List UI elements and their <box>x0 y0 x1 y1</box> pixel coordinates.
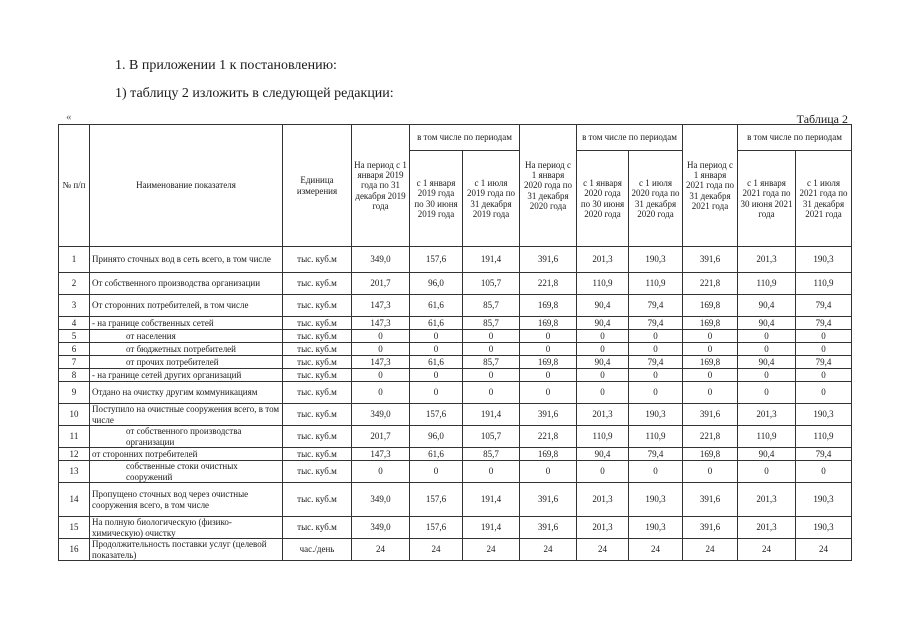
row-value: 79,4 <box>796 448 852 461</box>
header-period-2021: На период с 1 января 2021 года по 31 декабря 2021 года <box>683 125 738 247</box>
row-value: 0 <box>683 343 738 356</box>
row-name: - на границе собственных сетей <box>90 317 283 330</box>
header-h1-2019: с 1 января 2019 года по 30 июня 2019 года <box>410 151 463 247</box>
header-h1-2020: с 1 января 2020 года по 30 июня 2020 года <box>577 151 629 247</box>
table-row <box>59 343 852 356</box>
row-value: 110,9 <box>738 273 796 295</box>
row-value: 110,9 <box>577 273 629 295</box>
row-value: 0 <box>683 461 738 483</box>
row-value: 0 <box>683 330 738 343</box>
header-unit: Единица измерения <box>283 125 352 247</box>
row-name: Отдано на очистку другим коммуникациям <box>90 382 283 404</box>
row-value: 0 <box>629 382 683 404</box>
row-value: 0 <box>352 382 410 404</box>
row-value: 0 <box>738 369 796 382</box>
row-value: 190,3 <box>629 483 683 517</box>
row-unit: тыс. куб.м <box>283 317 352 330</box>
row-value: 0 <box>796 343 852 356</box>
row-value: 157,6 <box>410 404 463 426</box>
row-value: 79,4 <box>796 295 852 317</box>
row-value: 169,8 <box>520 295 577 317</box>
row-value: 169,8 <box>520 448 577 461</box>
row-value: 0 <box>463 461 520 483</box>
row-number: 5 <box>59 330 90 343</box>
row-number: 11 <box>59 426 90 448</box>
row-value: 24 <box>577 539 629 561</box>
row-number: 7 <box>59 356 90 369</box>
row-value: 96,0 <box>410 426 463 448</box>
row-value: 0 <box>410 382 463 404</box>
row-value: 0 <box>463 382 520 404</box>
table-row <box>59 517 852 539</box>
table-row <box>59 426 852 448</box>
row-value: 147,3 <box>352 295 410 317</box>
row-value: 221,8 <box>683 426 738 448</box>
row-value: 90,4 <box>577 356 629 369</box>
row-name: Принято сточных вод в сеть всего, в том числе <box>90 247 283 273</box>
header-num: № п/п <box>59 125 90 247</box>
row-value: 85,7 <box>463 448 520 461</box>
table-row <box>59 461 852 483</box>
row-unit: тыс. куб.м <box>283 382 352 404</box>
header-h1-2021: с 1 января 2021 года по 30 июня 2021 года <box>738 151 796 247</box>
row-value: 190,3 <box>796 517 852 539</box>
row-value: 0 <box>796 330 852 343</box>
row-value: 110,9 <box>796 273 852 295</box>
table-row <box>59 369 852 382</box>
row-value: 190,3 <box>629 517 683 539</box>
header-h2-2020: с 1 июля 2020 года по 31 декабря 2020 года <box>629 151 683 247</box>
row-value: 0 <box>410 343 463 356</box>
intro-line-1: 1. В приложении 1 к постановлению: <box>115 58 337 73</box>
row-value: 0 <box>352 461 410 483</box>
row-value: 0 <box>683 369 738 382</box>
row-value: 190,3 <box>796 404 852 426</box>
table-body <box>59 247 852 561</box>
row-value: 221,8 <box>520 426 577 448</box>
row-number: 1 <box>59 247 90 273</box>
row-value: 0 <box>738 461 796 483</box>
row-value: 190,3 <box>796 483 852 517</box>
row-unit: тыс. куб.м <box>283 343 352 356</box>
row-unit: тыс. куб.м <box>283 448 352 461</box>
row-number: 16 <box>59 539 90 561</box>
row-value: 90,4 <box>738 448 796 461</box>
header-h2-2021: с 1 июля 2021 года по 31 декабря 2021 года <box>796 151 852 247</box>
row-value: 0 <box>463 330 520 343</box>
row-value: 0 <box>738 330 796 343</box>
row-number: 9 <box>59 382 90 404</box>
row-value: 0 <box>796 369 852 382</box>
row-value: 105,7 <box>463 273 520 295</box>
row-value: 24 <box>796 539 852 561</box>
row-name: от бюджетных потребителей <box>90 343 283 356</box>
row-value: 90,4 <box>738 295 796 317</box>
row-value: 157,6 <box>410 247 463 273</box>
row-value: 0 <box>577 461 629 483</box>
row-name: от населения <box>90 330 283 343</box>
row-number: 14 <box>59 483 90 517</box>
header-period-2020: На период с 1 января 2020 года по 31 декабря 2020 года <box>520 125 577 247</box>
row-number: 13 <box>59 461 90 483</box>
row-value: 0 <box>410 461 463 483</box>
row-value: 349,0 <box>352 517 410 539</box>
row-unit: час./день <box>283 539 352 561</box>
row-value: 191,4 <box>463 404 520 426</box>
row-unit: тыс. куб.м <box>283 356 352 369</box>
row-value: 169,8 <box>683 356 738 369</box>
row-value: 0 <box>463 343 520 356</box>
table-header <box>59 125 852 247</box>
row-value: 0 <box>796 382 852 404</box>
table-row <box>59 539 852 561</box>
row-unit: тыс. куб.м <box>283 404 352 426</box>
row-unit: тыс. куб.м <box>283 295 352 317</box>
row-name: собственные стоки очистных сооружений <box>90 461 283 483</box>
table-name: Таблица 2 <box>796 112 848 126</box>
row-value: 169,8 <box>683 448 738 461</box>
row-unit: тыс. куб.м <box>283 517 352 539</box>
row-value: 147,3 <box>352 317 410 330</box>
row-unit: тыс. куб.м <box>283 426 352 448</box>
row-name: Поступило на очистные сооружения всего, в том числе <box>90 404 283 426</box>
row-value: 24 <box>463 539 520 561</box>
row-value: 0 <box>352 343 410 356</box>
row-value: 169,8 <box>520 317 577 330</box>
row-value: 349,0 <box>352 483 410 517</box>
header-subperiods-2021: в том числе по периодам <box>738 125 852 151</box>
row-value: 0 <box>520 343 577 356</box>
row-name: От собственного производства организации <box>90 273 283 295</box>
row-number: 8 <box>59 369 90 382</box>
row-value: 0 <box>738 343 796 356</box>
row-value: 391,6 <box>683 483 738 517</box>
row-value: 24 <box>738 539 796 561</box>
row-value: 90,4 <box>738 356 796 369</box>
row-value: 24 <box>683 539 738 561</box>
row-unit: тыс. куб.м <box>283 330 352 343</box>
header-h2-2019: с 1 июля 2019 года по 31 декабря 2019 года <box>463 151 520 247</box>
row-value: 85,7 <box>463 295 520 317</box>
row-value: 201,3 <box>577 247 629 273</box>
row-value: 190,3 <box>796 247 852 273</box>
intro-line-2: 1) таблицу 2 изложить в следующей редакции: <box>115 86 394 101</box>
row-unit: тыс. куб.м <box>283 369 352 382</box>
row-value: 221,8 <box>520 273 577 295</box>
header-subperiods-2020: в том числе по периодам <box>577 125 683 151</box>
row-value: 349,0 <box>352 404 410 426</box>
row-value: 391,6 <box>520 247 577 273</box>
row-value: 157,6 <box>410 517 463 539</box>
row-value: 61,6 <box>410 356 463 369</box>
row-value: 90,4 <box>577 448 629 461</box>
row-value: 61,6 <box>410 448 463 461</box>
row-name: от сторонних потребителей <box>90 448 283 461</box>
row-value: 0 <box>577 343 629 356</box>
row-number: 4 <box>59 317 90 330</box>
row-value: 110,9 <box>577 426 629 448</box>
row-value: 190,3 <box>629 247 683 273</box>
row-value: 0 <box>352 369 410 382</box>
row-value: 0 <box>629 461 683 483</box>
row-name: Продолжительность поставки услуг (целевой показатель) <box>90 539 283 561</box>
row-value: 201,3 <box>577 517 629 539</box>
row-value: 190,3 <box>629 404 683 426</box>
row-value: 391,6 <box>520 404 577 426</box>
row-value: 201,3 <box>738 247 796 273</box>
row-value: 0 <box>577 382 629 404</box>
row-value: 391,6 <box>683 517 738 539</box>
row-value: 391,6 <box>683 247 738 273</box>
row-value: 147,3 <box>352 356 410 369</box>
row-value: 201,3 <box>738 517 796 539</box>
row-value: 0 <box>463 369 520 382</box>
row-value: 24 <box>410 539 463 561</box>
row-value: 24 <box>520 539 577 561</box>
row-value: 391,6 <box>520 517 577 539</box>
row-value: 90,4 <box>577 317 629 330</box>
row-value: 61,6 <box>410 317 463 330</box>
opening-quote: « <box>66 111 72 123</box>
row-value: 201,7 <box>352 426 410 448</box>
row-value: 0 <box>629 369 683 382</box>
table-row <box>59 382 852 404</box>
row-value: 96,0 <box>410 273 463 295</box>
row-value: 0 <box>352 330 410 343</box>
row-value: 110,9 <box>796 426 852 448</box>
row-number: 10 <box>59 404 90 426</box>
row-number: 12 <box>59 448 90 461</box>
row-number: 6 <box>59 343 90 356</box>
table-row <box>59 404 852 426</box>
table-row <box>59 247 852 273</box>
row-value: 105,7 <box>463 426 520 448</box>
row-value: 79,4 <box>629 448 683 461</box>
row-value: 201,3 <box>738 404 796 426</box>
row-value: 0 <box>520 461 577 483</box>
row-value: 157,6 <box>410 483 463 517</box>
row-unit: тыс. куб.м <box>283 483 352 517</box>
row-value: 110,9 <box>629 273 683 295</box>
row-value: 201,3 <box>577 483 629 517</box>
row-value: 0 <box>683 382 738 404</box>
row-value: 85,7 <box>463 356 520 369</box>
row-value: 349,0 <box>352 247 410 273</box>
table-row <box>59 330 852 343</box>
row-unit: тыс. куб.м <box>283 273 352 295</box>
row-value: 110,9 <box>738 426 796 448</box>
row-value: 79,4 <box>796 356 852 369</box>
row-value: 391,6 <box>683 404 738 426</box>
row-value: 79,4 <box>629 356 683 369</box>
row-value: 201,3 <box>577 404 629 426</box>
row-name: От сторонних потребителей, в том числе <box>90 295 283 317</box>
row-value: 191,4 <box>463 247 520 273</box>
row-value: 24 <box>629 539 683 561</box>
row-value: 0 <box>520 330 577 343</box>
row-value: 90,4 <box>738 317 796 330</box>
row-unit: тыс. куб.м <box>283 247 352 273</box>
row-value: 221,8 <box>683 273 738 295</box>
row-value: 169,8 <box>520 356 577 369</box>
row-unit: тыс. куб.м <box>283 461 352 483</box>
table-row <box>59 483 852 517</box>
header-period-2019: На период с 1 января 2019 года по 31 декабря 2019 года <box>352 125 410 247</box>
data-table <box>58 124 852 561</box>
row-value: 191,4 <box>463 517 520 539</box>
table-row <box>59 448 852 461</box>
row-value: 0 <box>410 330 463 343</box>
table-row <box>59 356 852 369</box>
table-row <box>59 295 852 317</box>
row-number: 2 <box>59 273 90 295</box>
row-value: 0 <box>577 330 629 343</box>
row-value: 0 <box>796 461 852 483</box>
row-value: 391,6 <box>520 483 577 517</box>
row-number: 3 <box>59 295 90 317</box>
row-value: 79,4 <box>629 317 683 330</box>
row-number: 15 <box>59 517 90 539</box>
row-value: 0 <box>410 369 463 382</box>
row-value: 110,9 <box>629 426 683 448</box>
row-value: 169,8 <box>683 317 738 330</box>
header-name: Наименование показателя <box>90 125 283 247</box>
row-value: 61,6 <box>410 295 463 317</box>
row-value: 24 <box>352 539 410 561</box>
row-name: На полную биологическую (физико-химическую) очистку <box>90 517 283 539</box>
table-row <box>59 273 852 295</box>
row-value: 201,7 <box>352 273 410 295</box>
row-value: 0 <box>629 330 683 343</box>
table-row <box>59 317 852 330</box>
row-name: Пропущено сточных вод через очистные сооружения всего, в том числе <box>90 483 283 517</box>
row-value: 0 <box>520 369 577 382</box>
row-value: 0 <box>629 343 683 356</box>
row-value: 147,3 <box>352 448 410 461</box>
row-name: - на границе сетей других организаций <box>90 369 283 382</box>
row-value: 79,4 <box>796 317 852 330</box>
row-value: 191,4 <box>463 483 520 517</box>
row-value: 0 <box>577 369 629 382</box>
row-value: 0 <box>738 382 796 404</box>
row-value: 0 <box>520 382 577 404</box>
row-value: 90,4 <box>577 295 629 317</box>
row-value: 79,4 <box>629 295 683 317</box>
row-name: от собственного производства организации <box>90 426 283 448</box>
row-value: 85,7 <box>463 317 520 330</box>
row-value: 169,8 <box>683 295 738 317</box>
row-name: от прочих потребителей <box>90 356 283 369</box>
row-value: 201,3 <box>738 483 796 517</box>
header-subperiods-2019: в том числе по периодам <box>410 125 520 151</box>
